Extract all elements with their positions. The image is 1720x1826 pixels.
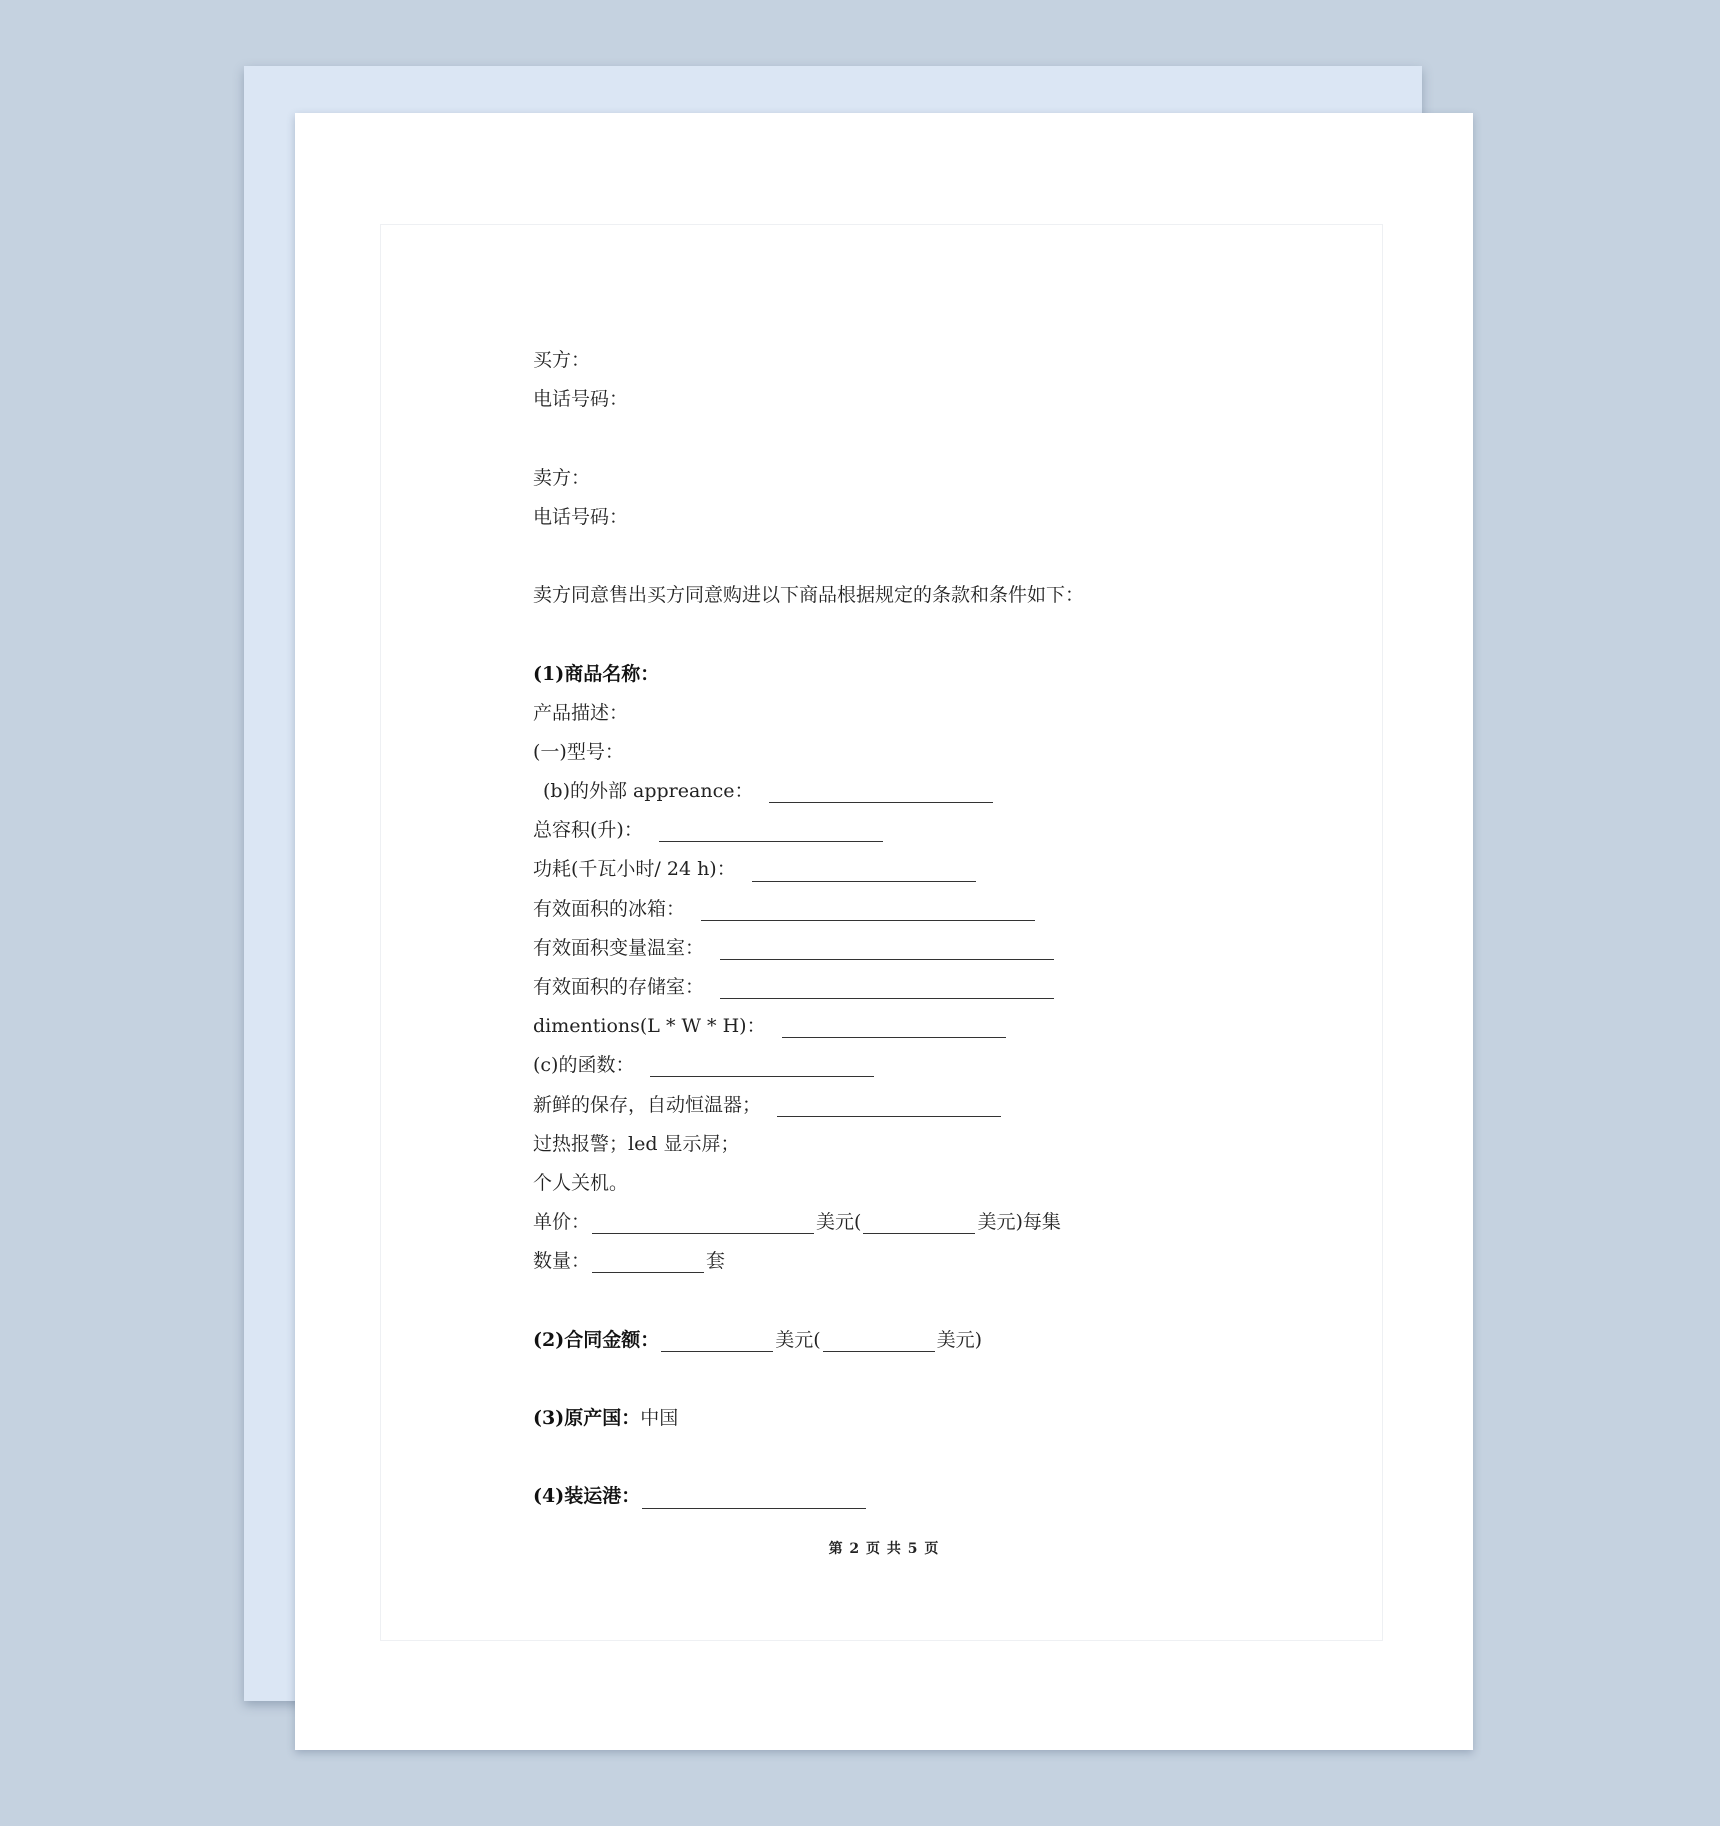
dimensions-line: dimentions(L * W * H)： [533, 1007, 1084, 1046]
functions-line: (c)的函数： [533, 1046, 1084, 1085]
functions-blank[interactable] [650, 1054, 874, 1077]
origin-line: (3)原产国： 中国 [533, 1407, 679, 1430]
seller-phone-line: 电话号码： [533, 505, 629, 528]
quantity-blank[interactable] [592, 1250, 704, 1273]
quantity-line: 数量： 套 [533, 1250, 726, 1273]
contract-amount-words-blank[interactable] [823, 1329, 935, 1352]
contract-body [533, 341, 1084, 1517]
unit-price-words-blank[interactable] [863, 1211, 975, 1234]
power-consumption-line: 功耗(千瓦小时/ 24 h)： [533, 850, 1084, 889]
page-number: 第 2 页 共 5 页 [828, 1541, 940, 1557]
unit-price-line: 单价： 美元( 美元)每集 [533, 1211, 1061, 1234]
seller-line: 卖方： [533, 466, 591, 489]
variable-room-area-blank[interactable] [720, 937, 1054, 960]
contract-amount-blank[interactable] [661, 1329, 773, 1352]
variable-room-area-line: 有效面积变量温室： [533, 929, 1084, 968]
total-volume-blank[interactable] [659, 819, 883, 842]
agreement-statement: 卖方同意售出买方同意购进以下商品根据规定的条款和条件如下： [533, 584, 1085, 607]
buyer-line: 买方： [533, 349, 591, 371]
contract-amount-line: (2)合同金额： 美元( 美元) [533, 1328, 983, 1351]
buyer-phone-line: 电话号码： [533, 388, 629, 411]
section-1-heading: (1)商品名称： [533, 662, 660, 685]
power-consumption-blank[interactable] [752, 859, 976, 882]
product-description-line: 产品描述： [533, 701, 629, 724]
storage-room-area-blank[interactable] [720, 976, 1054, 999]
fresh-preservation-blank[interactable] [777, 1094, 1001, 1117]
fresh-preservation-line: 新鲜的保存，自动恒温器； [533, 1086, 1084, 1125]
loading-port-line: (4)装运港： [533, 1477, 1084, 1516]
storage-room-area-line: 有效面积的存储室： [533, 968, 1084, 1007]
document-page [295, 113, 1473, 1750]
dimensions-blank[interactable] [782, 1015, 1006, 1038]
overheat-alarm-line: 过热报警；led 显示屏； [533, 1132, 740, 1155]
shutdown-line: 个人关机。 [533, 1171, 629, 1194]
freezer-area-line: 有效面积的冰箱： [533, 890, 1084, 929]
loading-port-blank[interactable] [642, 1486, 866, 1509]
model-line: (一)型号： [533, 740, 624, 763]
total-volume-line: 总容积(升)： [533, 811, 1084, 850]
appearance-blank[interactable] [769, 780, 993, 803]
freezer-area-blank[interactable] [701, 898, 1035, 921]
unit-price-blank[interactable] [592, 1211, 814, 1234]
appearance-line: (b)的外部 appreance： [533, 772, 1084, 811]
